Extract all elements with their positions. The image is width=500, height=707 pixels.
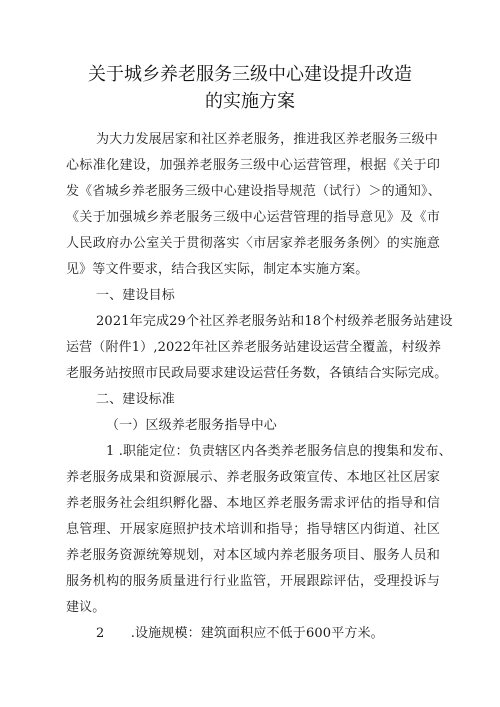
section-heading: 二、建设标准 (96, 392, 175, 407)
paragraph-line: 1 .职能定位：负责辖区内各类养老服务信息的搜集和发布、 (106, 444, 452, 459)
paragraph-line: 运营（附件1）,2022年社区养老服务站建设运营全覆盖，村级养 (66, 340, 442, 355)
subsection-heading: （一）区级养老服务指导中心 (106, 418, 277, 433)
paragraph-line: 见》等文件要求，结合我区实际，制定本实施方案。 (66, 262, 369, 277)
paragraph-line: 为大力发展居家和社区养老服务，推进我区养老服务三级中 (96, 132, 438, 147)
document-title-line-1: 关于城乡养老服务三级中心建设提升改造 (88, 64, 412, 85)
section-heading: 一、建设目标 (96, 288, 175, 303)
paragraph-line: 2 .设施规模：建筑面积应不低于600平方米。 (96, 626, 384, 641)
paragraph-line: 养老服务成果和资源展示、养老服务政策宣传、本地区社区居家 (66, 470, 440, 485)
paragraph-line: 息管理、开展家庭照护技术培训和指导；指导辖区内街道、社区 (66, 522, 440, 537)
document-title-line-2: 的实施方案 (205, 91, 295, 112)
paragraph-line: 老服务站按照市民政局要求建设运营任务数，各镇结合实际完成。 (66, 366, 448, 381)
paragraph-line: 建议。 (66, 600, 106, 615)
paragraph-line: 服务机构的服务质量进行行业监管，开展跟踪评估，受理投诉与 (66, 574, 440, 589)
paragraph-line: 发《省城乡养老服务三级中心建设指导规范（试行）＞的通知》、 (66, 184, 441, 199)
paragraph-line: 养老服务社会组织孵化器、本地区养老服务需求评估的指导和信 (66, 496, 440, 511)
paragraph-line: 心标准化建设，加强养老服务三级中心运营管理，根据《关于印 (66, 158, 440, 173)
paragraph-line: 养老服务资源统筹规划，对本区域内养老服务项目、服务人员和 (66, 548, 440, 563)
paragraph-line: 人民政府办公室关于贯彻落实〈市居家养老服务条例〉的实施意 (66, 236, 440, 251)
paragraph-line: 2021年完成29个社区养老服务站和18个村级养老服务站建设 (96, 314, 453, 329)
paragraph-line: 《关于加强城乡养老服务三级中心运营管理的指导意见》及《市 (66, 210, 440, 225)
